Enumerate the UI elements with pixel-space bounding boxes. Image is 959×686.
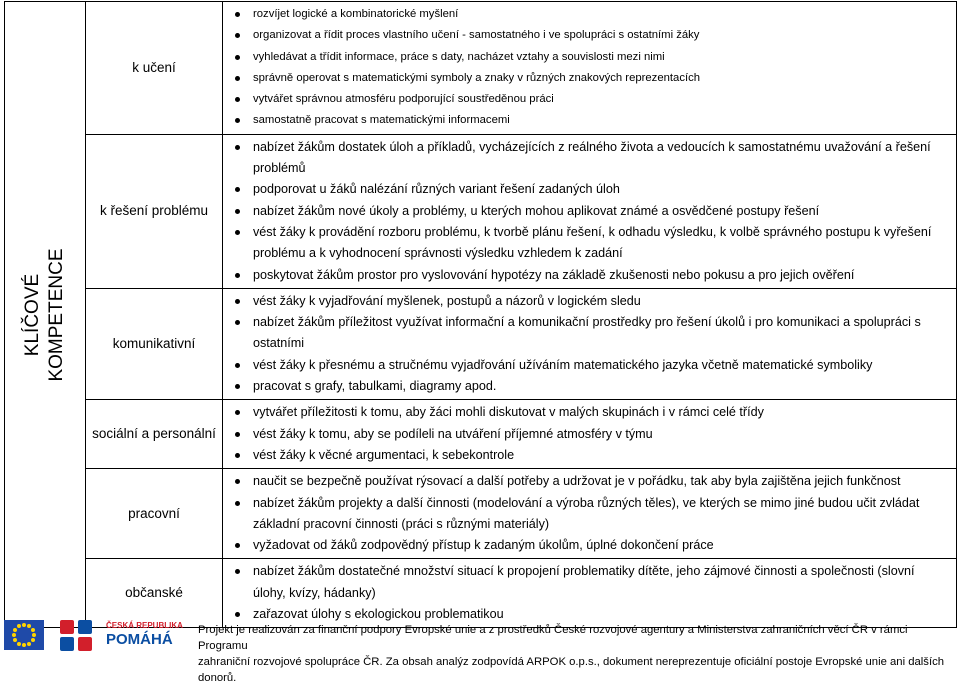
item-list	[233, 137, 950, 286]
footer-line1: Projekt je realizován za finanční podpory Evropské unie a z prostředků České rozvojové agentury a Ministerstva zahraničních věcí ČR v rámci Programu	[198, 624, 908, 652]
list-item: vést žáky k vyjadřování myšlenek, postupů a názorů v logickém sledu	[233, 291, 950, 312]
competences-table	[4, 1, 957, 628]
list-item: nabízet žákům nové úkoly a problémy, u kterých mohou aplikovat známé a osvědčené postupy řešení	[233, 201, 950, 222]
table-row	[5, 134, 957, 288]
item-list	[233, 402, 950, 466]
table-row	[5, 400, 957, 469]
list-item: rozvíjet logické a kombinatorické myšlení	[233, 4, 950, 25]
eu-star-icon	[22, 623, 26, 627]
footer-disclaimer	[198, 622, 953, 686]
list-item: zařazovat úlohy s ekologickou problematikou	[233, 604, 950, 625]
eu-flag-icon	[4, 620, 44, 650]
logo-line2: POMÁHÁ	[106, 631, 173, 648]
footer-line2: zahraniční rozvojové spolupráce ČR. Za obsah analýz zodpovídá ARPOK o.p.s., dokument nereprezentuje oficiální postoje Evropské unie ani dalších donorů.	[198, 656, 945, 684]
list-item: vést žáky k provádění rozboru problému, k tvorbě plánu řešení, k odhadu výsledku, k volbě správného postupu k vyřešení problému a k vyhodnocení správnosti výsledku vzhledem k zadání	[233, 222, 950, 265]
list-item: nabízet žákům dostatek úloh a příkladů, vycházejících z reálného života a vedoucích k samostatnému uvažování a řešení problémů	[233, 137, 950, 180]
eu-star-icon	[13, 638, 17, 642]
list-item: nabízet žákům příležitost využívat informační a komunikační prostředky pro řešení úkolů i pro komunikaci a spolupráci s ostatními	[233, 312, 950, 355]
items-cell	[223, 2, 957, 135]
list-item: poskytovat žákům prostor pro vyslovování hypotézy na základě zkušenosti nebo pokusu a pro jejich ověření	[233, 265, 950, 286]
eu-star-icon	[17, 642, 21, 646]
item-list	[233, 291, 950, 397]
item-list	[233, 471, 950, 556]
table-row	[5, 2, 957, 135]
key-competences-cell	[5, 2, 86, 628]
list-item: nabízet žákům projekty a další činnosti (modelování a výroba různých těles), ve kterých se mimo jiné budou učit zvládat základní pracovní činnosti (práci s různými materiály)	[233, 493, 950, 536]
category-cell: pracovní	[86, 469, 223, 559]
key-label-line2: KOMPETENCE	[46, 248, 67, 382]
list-item: vést žáky k tomu, aby se podíleli na utváření příjemné atmosféry v týmu	[233, 424, 950, 445]
table-row	[5, 469, 957, 559]
category-cell: k učení	[86, 2, 223, 135]
item-list	[233, 4, 950, 132]
list-item: vytvářet příležitosti k tomu, aby žáci mohli diskutovat v malých skupinách i v rámci celé třídy	[233, 402, 950, 423]
footer	[0, 608, 959, 684]
list-item: vyžadovat od žáků zodpovědný přístup k zadaným úkolům, úplné dokončení práce	[233, 535, 950, 556]
table-row	[5, 288, 957, 399]
eu-star-icon	[31, 638, 35, 642]
logo-line1: ČESKÁ REPUBLIKA	[106, 621, 183, 630]
list-item: organizovat a řídit proces vlastního učení - samostatného i ve spolupráci s ostatními žáky	[233, 25, 950, 46]
list-item: vést žáky k přesnému a stručnému vyjadřování užíváním matematického jazyka včetně matematické symboliky	[233, 355, 950, 376]
eu-star-icon	[27, 624, 31, 628]
items-cell	[223, 134, 957, 288]
czech-republic-helps-logo-icon	[60, 620, 94, 652]
eu-star-icon	[13, 628, 17, 632]
category-cell: občanské	[86, 559, 223, 628]
list-item: vyhledávat a třídit informace, práce s daty, nacházet vztahy a souvislosti mezi nimi	[233, 47, 950, 68]
competences-table-frame	[4, 1, 957, 622]
list-item: nabízet žákům dostatečné množství situací k propojení problematiky dítěte, jeho zájmové činnosti a společnosti (slovní úlohy, kvízy, hádanky)	[233, 561, 950, 604]
eu-star-icon	[17, 624, 21, 628]
key-competences-label	[21, 248, 69, 381]
category-cell: komunikativní	[86, 288, 223, 399]
list-item: naučit se bezpečně používat rýsovací a další potřeby a udržovat je v pořádku, tak aby byla zajištěna jejich funkčnost	[233, 471, 950, 492]
key-label-line1: KLÍČOVÉ	[22, 273, 43, 356]
items-cell	[223, 400, 957, 469]
eu-star-icon	[31, 628, 35, 632]
list-item: vést žáky k věcné argumentaci, k sebekontrole	[233, 445, 950, 466]
list-item: samostatně pracovat s matematickými informacemi	[233, 110, 950, 131]
list-item: vytvářet správnou atmosféru podporující soustředěnou práci	[233, 89, 950, 110]
category-cell: sociální a personální	[86, 400, 223, 469]
items-cell	[223, 288, 957, 399]
eu-star-icon	[12, 633, 16, 637]
items-cell	[223, 469, 957, 559]
list-item: podporovat u žáků nalézání různých variant řešení zadaných úloh	[233, 179, 950, 200]
list-item: pracovat s grafy, tabulkami, diagramy apod.	[233, 376, 950, 397]
eu-star-icon	[27, 642, 31, 646]
eu-star-icon	[32, 633, 36, 637]
category-cell: k řešení problému	[86, 134, 223, 288]
eu-star-icon	[22, 643, 26, 647]
list-item: správně operovat s matematickými symboly a znaky v různých znakových reprezentacích	[233, 68, 950, 89]
czech-republic-helps-wordmark	[106, 621, 186, 649]
